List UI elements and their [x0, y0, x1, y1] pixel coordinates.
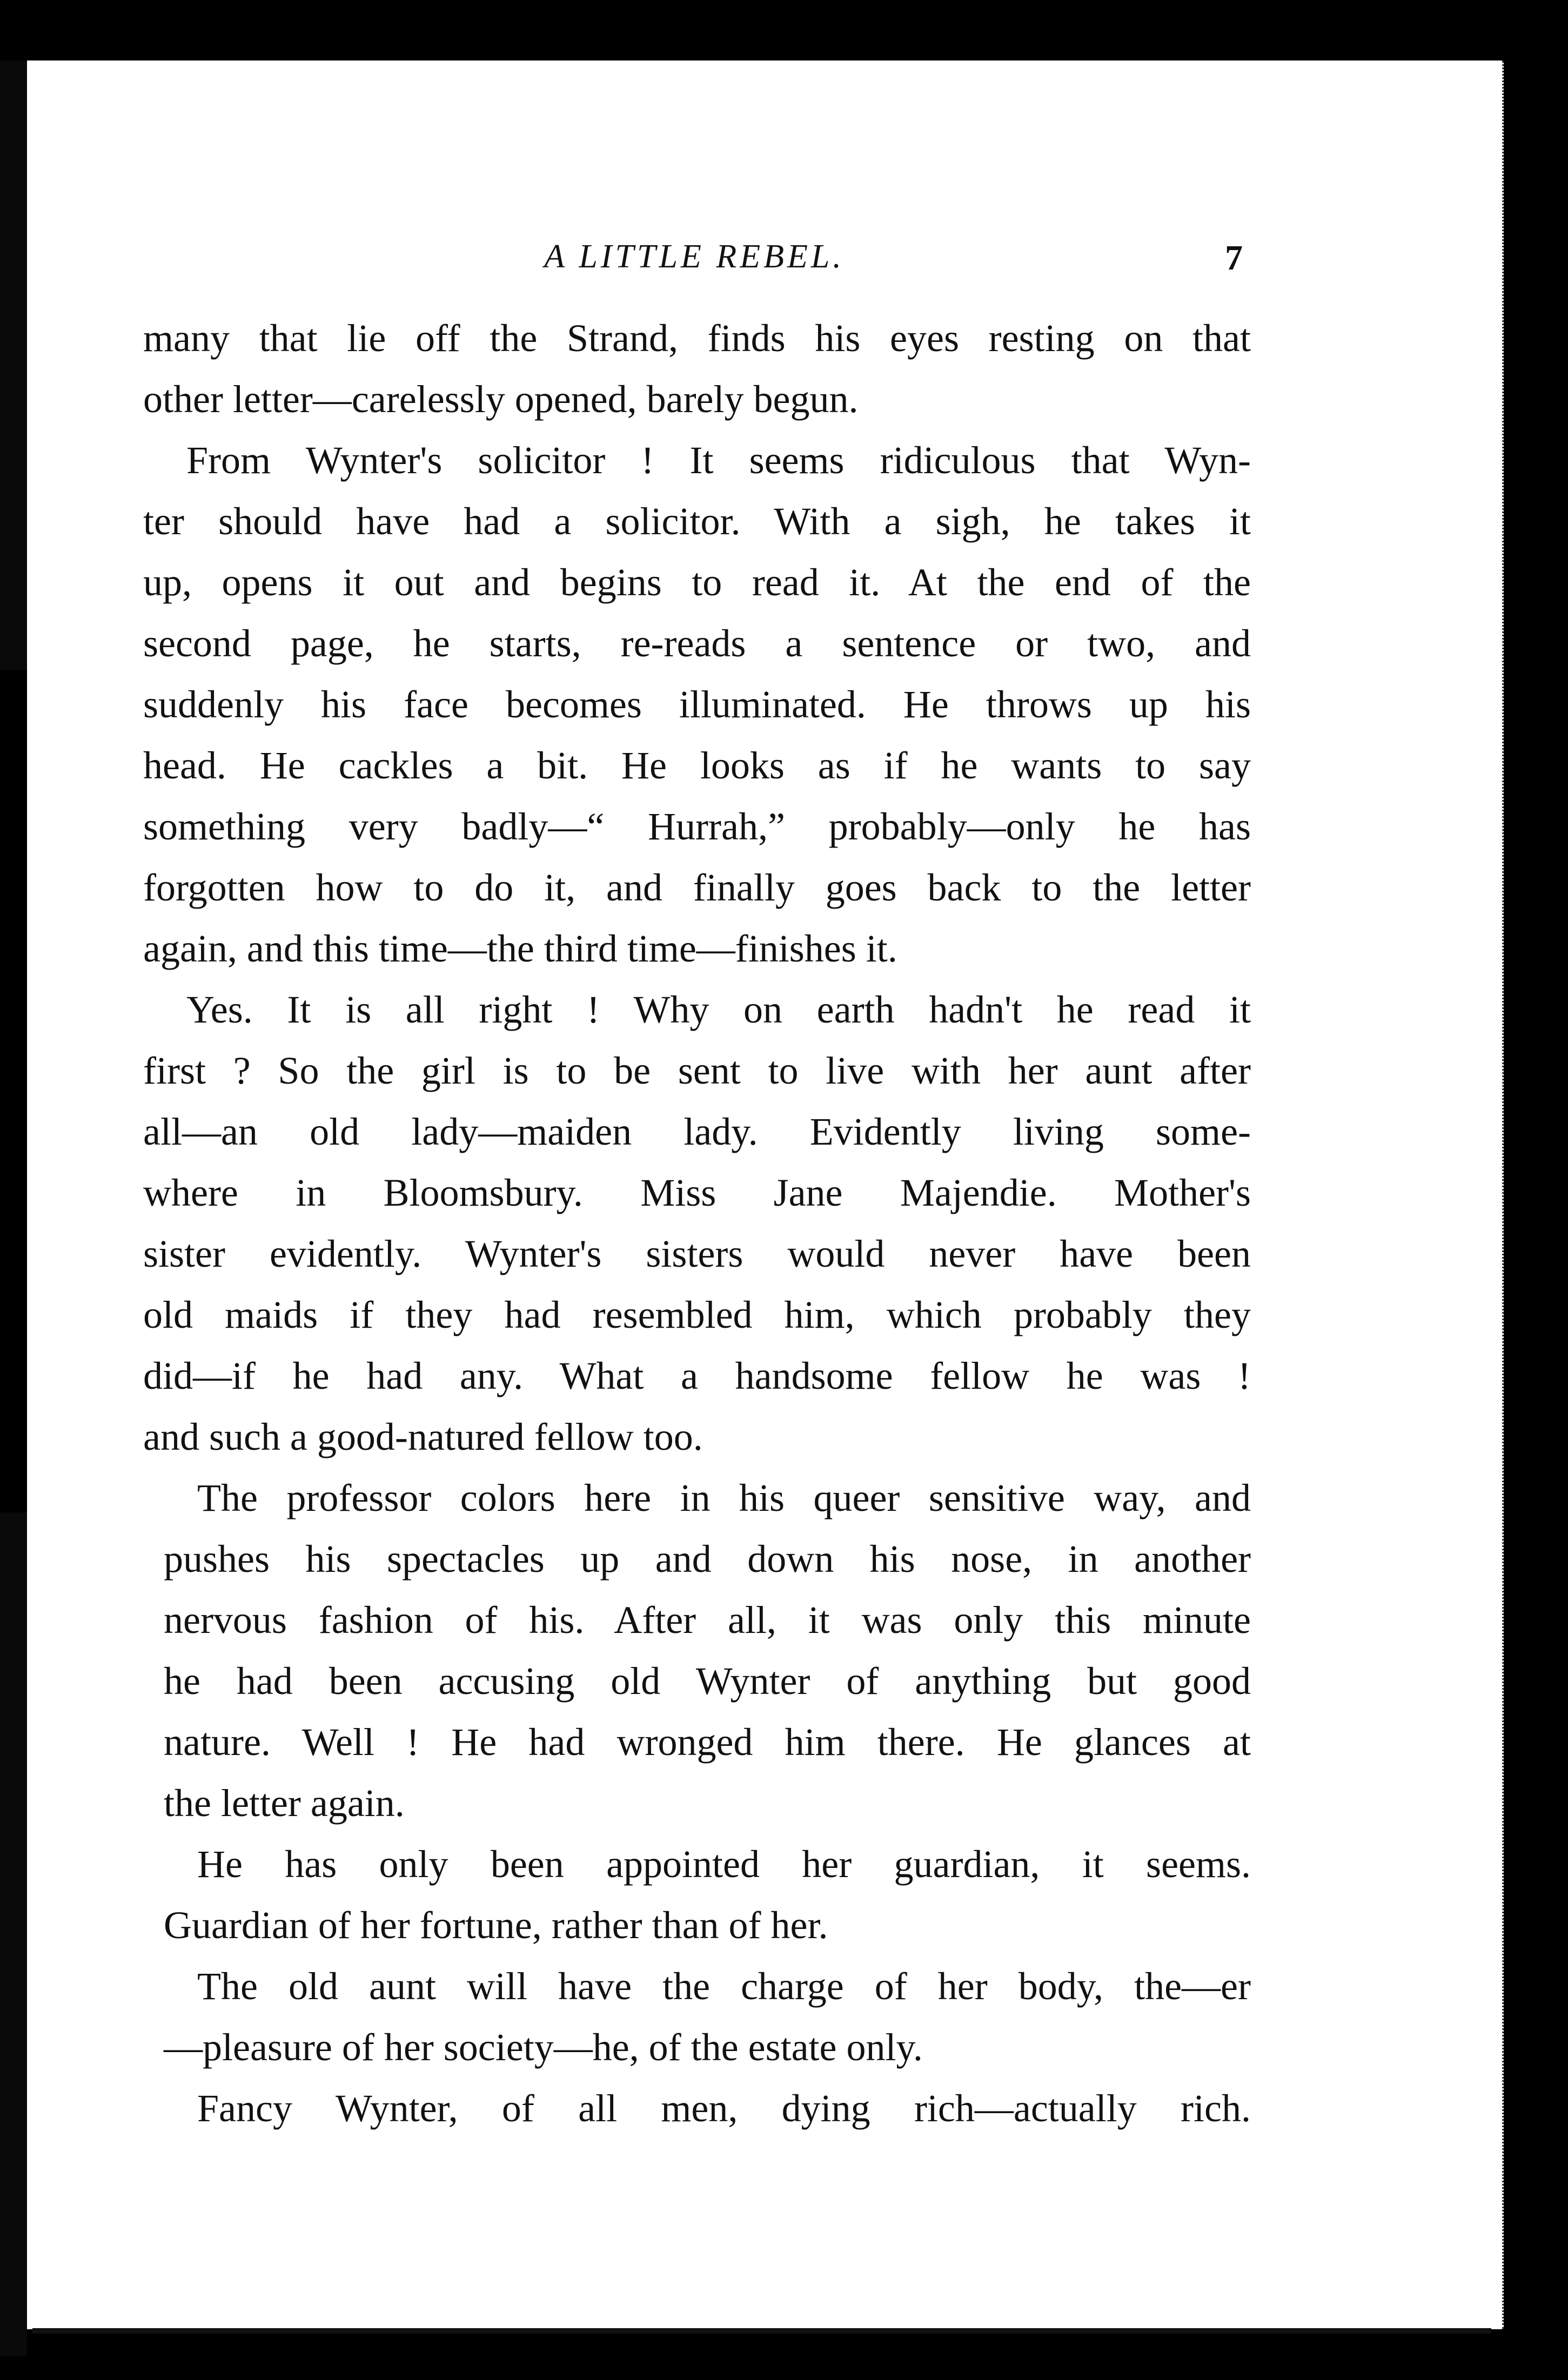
text-line: The old aunt will have the charge of her body, the—er — [197, 1965, 1251, 2008]
text-line: many that lie off the Strand, finds his eyes resting on that — [143, 317, 1251, 360]
text-line: old maids if they had resembled him, which probably they — [143, 1293, 1251, 1336]
text-line: he had been accusing old Wynter of anything but good — [164, 1659, 1251, 1703]
text-line: head. He cackles a bit. He looks as if he wants to say — [143, 744, 1251, 787]
body-text — [143, 308, 1251, 2139]
text-line: ter should have had a solicitor. With a sigh, he takes it — [143, 500, 1251, 543]
text-line: Guardian of her fortune, rather than of her. — [164, 1904, 828, 1947]
text-line: The professor colors here in his queer sensitive way, and — [197, 1476, 1251, 1520]
text-line: pushes his spectacles up and down his nose, in another — [164, 1537, 1251, 1581]
text-line: He has only been appointed her guardian, it seems. — [197, 1843, 1251, 1886]
text-line: nervous fashion of his. After all, it was only this minute — [164, 1598, 1251, 1642]
text-line: where in Bloomsbury. Miss Jane Majendie. Mother's — [143, 1171, 1251, 1214]
running-head — [146, 238, 1243, 281]
text-line: did—if he had any. What a handsome fellow he was ! — [143, 1354, 1251, 1397]
text-line: sister evidently. Wynter's sisters would never have been — [143, 1232, 1251, 1275]
text-line: again, and this time—the third time—finishes it. — [143, 927, 897, 970]
text-line: up, opens it out and begins to read it. At the end of the — [143, 561, 1251, 604]
text-line: all—an old lady—maiden lady. Evidently living some- — [143, 1110, 1251, 1153]
running-title: A LITTLE REBEL. — [544, 238, 845, 275]
text-line: Yes. It is all right ! Why on earth hadn't he read it — [186, 988, 1251, 1031]
text-line: the letter again. — [164, 1781, 405, 1825]
text-line: other letter—carelessly opened, barely begun. — [143, 378, 859, 421]
page-number: 7 — [1225, 238, 1243, 278]
text-line: Fancy Wynter, of all men, dying rich—actually rich. — [197, 2087, 1251, 2130]
page-bottom-edge — [32, 2328, 1491, 2334]
binding-shadow — [0, 670, 27, 1512]
text-line: nature. Well ! He had wronged him there. He glances at — [164, 1720, 1251, 1764]
text-line: forgotten how to do it, and finally goes back to the letter — [143, 866, 1251, 909]
text-line: and such a good-natured fellow too. — [143, 1415, 703, 1458]
text-line: —pleasure of her society—he, of the estate only. — [164, 2026, 923, 2069]
text-line: something very badly—“ Hurrah,” probably—only he has — [143, 805, 1251, 848]
page-margin-right — [1486, 60, 1504, 2329]
text-line: first ? So the girl is to be sent to live with her aunt after — [143, 1049, 1251, 1092]
text-line: second page, he starts, re-reads a sentence or two, and — [143, 622, 1251, 665]
text-line: From Wynter's solicitor ! It seems ridiculous that Wyn- — [186, 439, 1251, 482]
text-line: suddenly his face becomes illuminated. He throws up his — [143, 683, 1251, 726]
